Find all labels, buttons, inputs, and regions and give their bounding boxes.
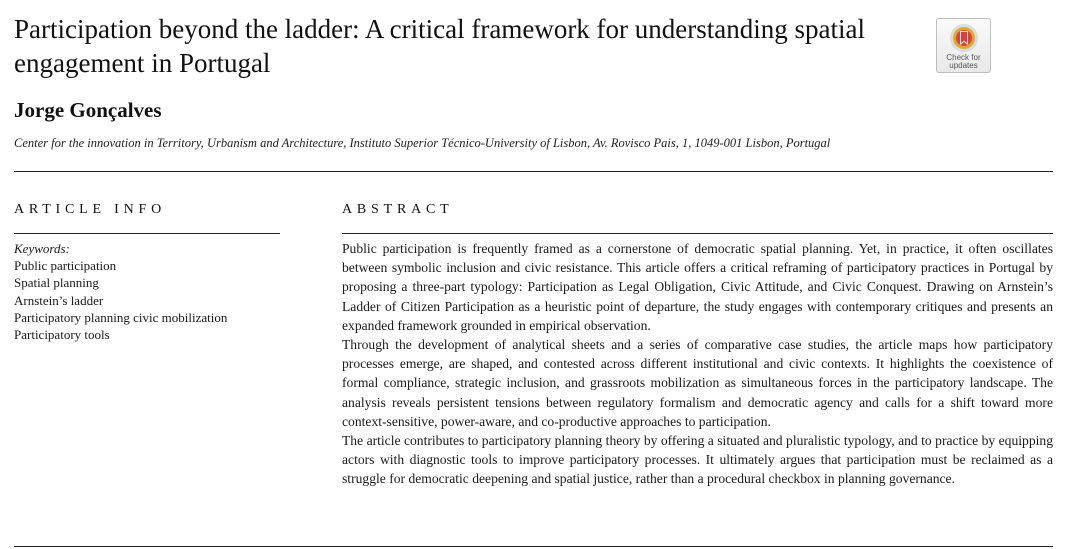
abstract-paragraph: The article contributes to participatory planning theory by offering a situated and pluralistic typology, and to practice by equipping actors with diagnostic tools to improve participatory processes. It ultimately argues that participation must be reclaimed as a struggle for democratic deepening and spatial justice, rather than a procedural checkbox in planning governance.	[342, 433, 1053, 487]
badge-label-line1: Check for	[946, 53, 981, 62]
keyword-item: Spatial planning	[14, 275, 99, 291]
header-divider	[14, 171, 1053, 172]
badge-label-line2: updates	[949, 61, 978, 70]
article-title: Participation beyond the ladder: A critical framework for understanding spatial engagement in Portugal	[14, 14, 865, 78]
article-info-heading: ARTICLE INFO	[14, 202, 167, 217]
keywords-section	[14, 240, 280, 343]
author-name[interactable]: Jorge Gonçalves	[14, 98, 162, 122]
check-for-updates-badge[interactable]	[936, 18, 991, 73]
abstract-divider	[342, 233, 1053, 234]
abstract-body	[342, 239, 1053, 489]
keywords-label: Keywords:	[14, 241, 70, 256]
footer-divider	[14, 546, 1053, 547]
abstract-paragraph: Public participation is frequently framed as a cornerstone of democratic spatial planning. Yet, in practice, it often oscillates between symbolic inclusion and civic resistance. This article offers a critical reframing of participatory practices in Portugal by proposing a three-part typology: Participation as Legal Obligation, Civic Attitude, and Civic Conquest. Drawing on Arnstein’s Ladder of Citizen Participation as a heuristic point of departure, the study engages with contemporary critiques and presents an expanded framework grounded in empirical observation.	[342, 241, 1053, 333]
keyword-item: Arnstein’s ladder	[14, 292, 104, 308]
keyword-item: Participatory tools	[14, 327, 110, 343]
keyword-item: Participatory planning civic mobilization	[14, 309, 228, 325]
article-info-divider	[14, 233, 280, 234]
author-affiliation: Center for the innovation in Territory, Urbanism and Architecture, Instituto Superior Técnico-University of Lisbon, Av. Rovisco Pais, 1, 1049-001 Lisbon, Portugal	[14, 136, 831, 150]
abstract-heading: ABSTRACT	[342, 202, 454, 217]
keyword-item: Public participation	[14, 258, 117, 274]
check-for-updates-icon	[949, 23, 979, 53]
abstract-paragraph: Through the development of analytical sheets and a series of comparative case studies, the article maps how participatory processes emerge, are shaped, and contested across different institutional and civic contexts. It highlights the coexistence of formal compliance, strategic inclusion, and grassroots mobilization as simultaneous forces in the participatory landscape. The analysis reveals persistent tensions between regulatory formalism and democratic agency and calls for a shift toward more context-sensitive, power-aware, and co-productive approaches to participation.	[342, 337, 1053, 429]
badge-label	[946, 54, 980, 70]
